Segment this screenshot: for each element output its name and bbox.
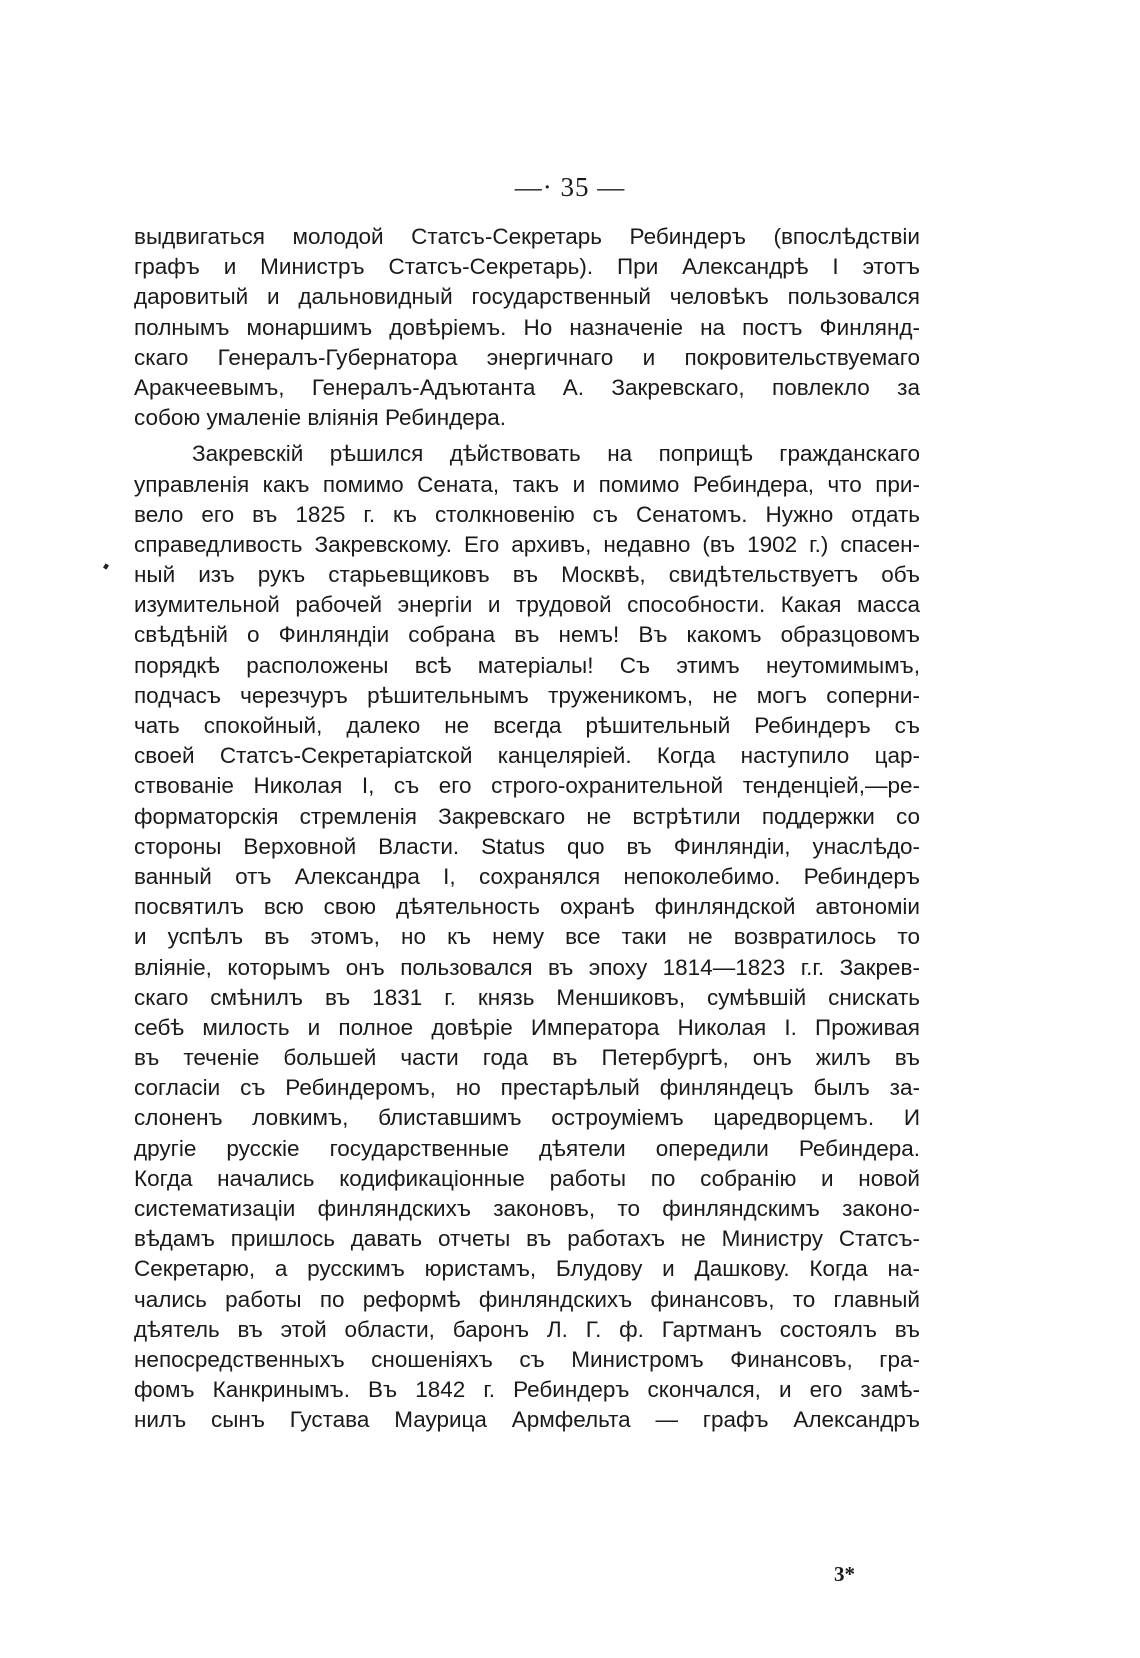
text-line: другiе русскiе государственные дѣятели опередили Ребиндера.	[134, 1135, 920, 1161]
text-line: ствованiе Николая I, съ его строго-охранительной тенденцiей,—ре-	[134, 773, 920, 799]
text-line: себѣ милость и полное довѣрiе Императора Николая I. Проживая	[134, 1014, 920, 1040]
text-line: управленiя какъ помимо Сената, такъ и помимо Ребиндера, что при-	[134, 471, 920, 497]
text-line: изумительной рабочей энергiи и трудовой способности. Какая масса	[134, 592, 920, 618]
text-line: слоненъ ловкимъ, блиставшимъ остроумiемъ царедворцемъ. И	[134, 1105, 920, 1131]
text-line: скаго смѣнилъ въ 1831 г. князь Меншиковъ, сумѣвшiй снискать	[134, 984, 920, 1010]
paragraph	[134, 222, 920, 433]
text-line: согласiи съ Ребиндеромъ, но престарѣлый финляндецъ былъ за-	[134, 1075, 920, 1101]
text-line: графъ и Министръ Статсъ-Секретарь). При Александрѣ I этотъ	[134, 254, 920, 280]
text-line: систематизацiи финляндскихъ законовъ, то финляндскимъ законо-	[134, 1196, 920, 1221]
paragraph	[134, 439, 920, 1435]
text-line: выдвигаться молодой Статсъ-Секретарь Ребиндеръ (впослѣдствiи	[134, 224, 920, 249]
text-line: посвятилъ всю свою дѣятельность охранѣ финляндской автономiи	[134, 894, 920, 920]
text-line: скаго Генералъ-Губернатора энергичнаго и покровительствуемаго	[134, 344, 920, 370]
text-line: подчасъ черезчуръ рѣшительнымъ труженикомъ, не могъ соперни-	[134, 682, 920, 708]
text-line: Аракчеевымъ, Генералъ-Адъютанта А. Закревскаго, повлекло за	[134, 374, 920, 400]
text-line: Закревскiй рѣшился дѣйствовать на поприщѣ гражданскаго	[192, 441, 920, 467]
margin-mark	[103, 563, 109, 569]
text-line: собою умаленiе влiянiя Ребиндера.	[134, 405, 507, 431]
text-line: полнымъ монаршимъ довѣрiемъ. Но назначенiе на постъ Финлянд-	[134, 314, 920, 340]
text-line: порядкѣ расположены всѣ матерiалы! Съ этимъ неутомимымъ,	[134, 652, 920, 678]
text-line: въ теченiе большей части года въ Петербургѣ, онъ жилъ въ	[134, 1045, 920, 1071]
text-line: вело его въ 1825 г. къ столкновенiю съ Сенатомъ. Нужно отдать	[134, 501, 920, 527]
text-line: чались работы по реформѣ финляндскихъ финансовъ, то главный	[134, 1286, 920, 1312]
text-line: непосредственныхъ сношенiяхъ съ Министромъ Финансовъ, гра-	[134, 1346, 920, 1372]
body-text	[134, 222, 920, 1436]
text-line: ванный отъ Александра I, сохранялся непоколебимо. Ребиндеръ	[134, 863, 920, 889]
text-line: нилъ сынъ Густава Маурица Армфельта — графъ Александръ	[134, 1407, 920, 1433]
text-line: свѣдѣнiй о Финляндiи собрана въ немъ! Въ какомъ образцовомъ	[134, 622, 920, 648]
text-line: фомъ Канкринымъ. Въ 1842 г. Ребиндеръ скончался, и его замѣ-	[134, 1377, 920, 1403]
signature-mark: 3*	[834, 1562, 855, 1586]
page-number: —· 35 —	[514, 172, 626, 202]
text-line: своей Статсъ-Секретарiатской канцелярiей. Когда наступило цар-	[134, 743, 920, 769]
text-line: ный изъ рукъ старьевщиковъ въ Москвѣ, свидѣтельствуетъ объ	[134, 562, 920, 588]
text-line: чать спокойный, далеко не всегда рѣшительный Ребиндеръ съ	[134, 713, 920, 738]
text-line: и успѣлъ въ этомъ, но къ нему все таки не возвратилось то	[134, 924, 920, 950]
text-line: дѣятель въ этой области, баронъ Л. Г. ф. Гартманъ состоялъ въ	[134, 1316, 920, 1342]
text-line: справедливость Закревскому. Его архивъ, недавно (въ 1902 г.) спасен-	[134, 531, 920, 557]
text-line: Секретарю, а русскимъ юристамъ, Блудову и Дашкову. Когда на-	[134, 1256, 920, 1282]
text-line: форматорскiя стремленiя Закревскаго не встрѣтили поддержки со	[134, 803, 920, 829]
text-line: влiянiе, которымъ онъ пользовался въ эпоху 1814—1823 г.г. Закрев-	[134, 954, 920, 980]
text-line: Когда начались кодификацiонные работы по собранiю и новой	[134, 1165, 920, 1191]
text-line: вѣдамъ пришлось давать отчеты въ работахъ не Министру Статсъ-	[134, 1226, 920, 1252]
text-line: даровитый и дальновидный государственный человѣкъ пользовался	[134, 284, 920, 310]
text-line: стороны Верховной Власти. Status quo въ Финляндiи, унаслѣдо-	[134, 833, 920, 859]
